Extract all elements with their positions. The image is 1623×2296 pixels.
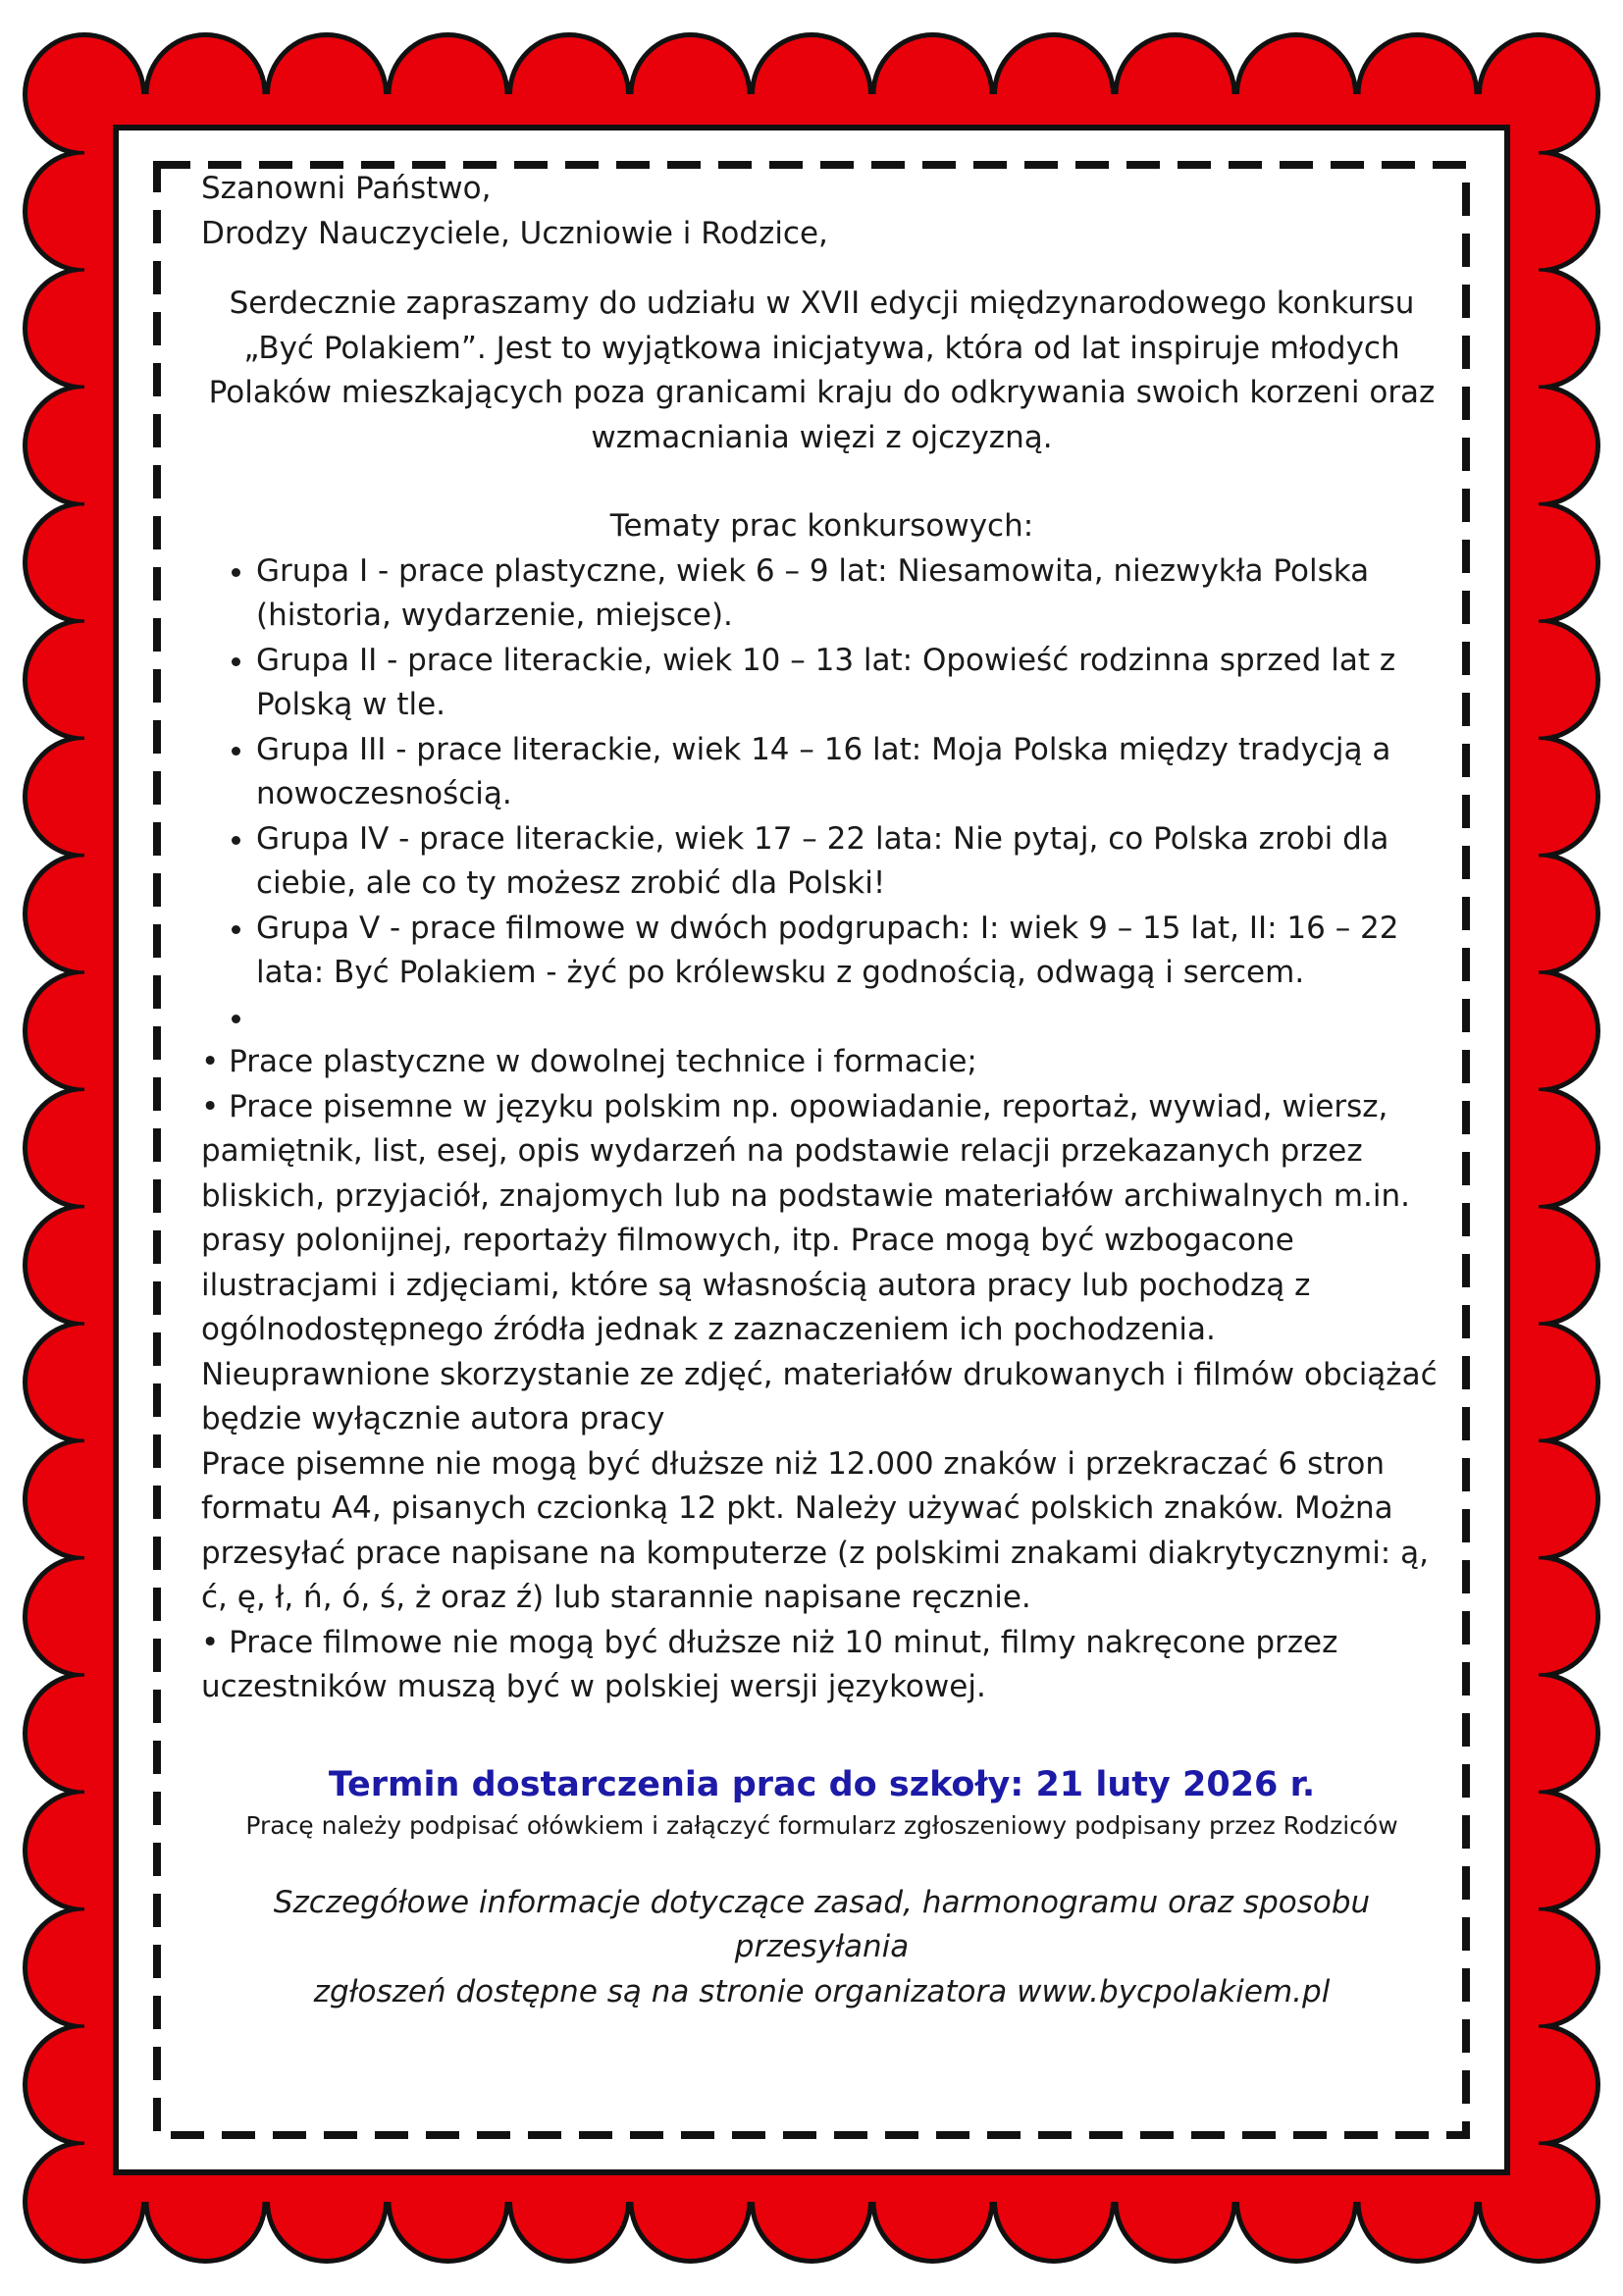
list-item: • Grupa I - prace plastyczne, wiek 6 – 9 lat: Niesamowita, niezwykła Polska (historia, wydarzenie, miejsce). — [256, 549, 1442, 639]
deadline-note: Pracę należy podpisać ołówkiem i załączyć formularz zgłoszeniowy podpisany przez Rodziców — [245, 1810, 1398, 1840]
list-item: • Grupa V - prace filmowe w dwóch podgrupach: I: wiek 9 – 15 lat, II: 16 – 22 lata: Być Polakiem - żyć po królewsku z godnością, odwagą i sercem. — [256, 907, 1442, 996]
rule-written: • Prace pisemne w języku polskim np. opowiadanie, reportaż, wywiad, wiersz, pamiętnik, list, esej, opis wydarzeń na podstawie relacji przekazanych przez bliskich, przyjaciół, znajomych lub na podstawie materiałów archiwalnych m.in. prasy polonijnej, reportaży filmowych, itp. Prace mogą być wzbogacone ilustracjami i zdjęciami, które są własnością autora pracy lub pochodzą z ogólnodostępnego źródła jednak z zaznaczeniem ich pochodzenia. — [201, 1088, 1410, 1347]
rules-section — [201, 1040, 1442, 1710]
topics-list — [201, 549, 1442, 1041]
intro-line: Serdecznie zapraszamy do udziału w XVII edycji międzynarodowego konkursu — [229, 286, 1415, 321]
intro-paragraph — [201, 282, 1442, 460]
salutation-line: Drodzy Nauczyciele, Uczniowie i Rodzice, — [201, 215, 828, 251]
intro-line: Polaków mieszkających poza granicami kraju do odkrywania swoich korzeni oraz — [208, 375, 1436, 410]
list-item: • Grupa II - prace literackie, wiek 10 – 13 lat: Opowieść rodzinna sprzed lat z Polską w tle. — [256, 639, 1442, 728]
intro-line: „Być Polakiem”. Jest to wyjątkowa inicjatywa, która od lat inspiruje młodych — [243, 330, 1400, 366]
rule-art: • Prace plastyczne w dowolnej technice i formacie; — [201, 1044, 977, 1079]
salutation-line: Szanowni Państwo, — [201, 171, 492, 206]
intro-line: wzmacniania więzi z ojczyzną. — [591, 419, 1053, 455]
letter-content — [201, 167, 1442, 2014]
rule-unauthorized: Nieuprawnione skorzystanie ze zdjęć, materiałów drukowanych i filmów obciążać będzie wyłącznie autora pracy — [201, 1356, 1438, 1436]
deadline-heading: Termin dostarczenia prac do szkoły: 21 luty 2026 r. — [328, 1764, 1316, 1804]
list-item: • Grupa IV - prace literackie, wiek 17 – 22 lata: Nie pytaj, co Polska zrobi dla ciebie, ale co ty możesz zrobić dla Polski! — [256, 817, 1442, 907]
list-item: • Grupa III - prace literackie, wiek 14 – 16 lat: Moja Polska między tradycją a nowoczesnością. — [256, 728, 1442, 817]
more-info-line: Szczegółowe informacje dotyczące zasad, harmonogramu oraz sposobu przesyłania — [273, 1884, 1371, 1964]
more-info-line: zgłoszeń dostępne są na stronie organizatora www.bycpolakiem.pl — [313, 1973, 1331, 2009]
more-info — [201, 1881, 1442, 2015]
rule-film: • Prace filmowe nie mogą być dłuższe niż 10 minut, filmy nakręcone przez uczestników muszą być w polskiej wersji językowej. — [201, 1624, 1338, 1704]
topics-heading: Tematy prac konkursowych: — [609, 508, 1034, 544]
salutation — [201, 167, 1442, 256]
list-item-empty — [256, 996, 1442, 1041]
rule-length: Prace pisemne nie mogą być dłuższe niż 12.000 znaków i przekraczać 6 stron formatu A4, pisanych czcionką 12 pkt. Należy używać polskich znaków. Można przesyłać prace napisane na komputerze (z polskimi znakami diakrytycznymi: ą, ć, ę, ł, ń, ó, ś, ż oraz ź) lub starannie napisane ręcznie. — [201, 1445, 1429, 1615]
